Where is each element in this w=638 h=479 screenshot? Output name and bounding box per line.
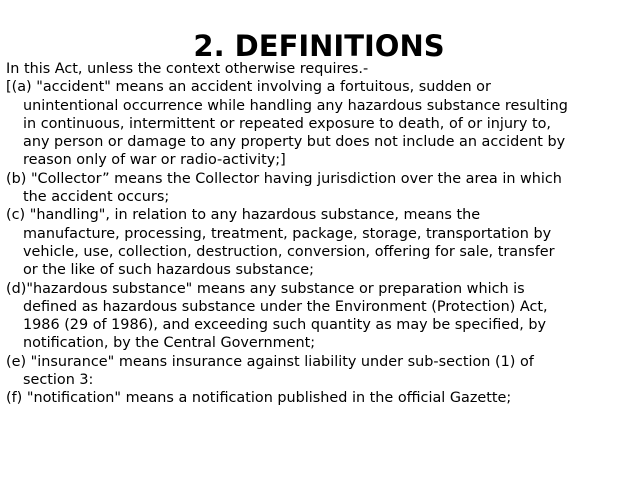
definition-line: or the like of such hazardous substance; <box>23 262 314 279</box>
definition-line: defined as hazardous substance under the Environment (Protection) Act, <box>23 298 548 315</box>
definition-line: vehicle, use, collection, destruction, conversion, offering for sale, transfer <box>23 243 555 260</box>
definition-notification <box>6 389 636 407</box>
definition-line: (e) "insurance" means insurance against liability under sub-section (1) of <box>6 353 534 370</box>
definition-line: notification, by the Central Government; <box>23 335 316 352</box>
definition-line: in continuous, intermittent or repeated exposure to death, of or injury to, <box>23 115 551 132</box>
intro-text: In this Act, unless the context otherwise requires.- <box>6 61 369 77</box>
definition-line: the accident occurs; <box>23 189 170 206</box>
definition-line: section 3: <box>23 372 94 389</box>
definition-accident <box>6 78 636 169</box>
definition-line: (f) "notification" means a notification published in the official Gazette; <box>6 390 512 407</box>
definition-insurance <box>6 353 636 390</box>
definition-handling <box>6 206 636 279</box>
slide-body <box>6 60 636 408</box>
definition-line: [(a) "accident" means an accident involving a fortuitous, sudden or <box>6 79 491 96</box>
definition-hazardous-substance <box>6 280 636 353</box>
definition-line: unintentional occurrence while handling any hazardous substance resulting <box>23 97 568 114</box>
definition-line: reason only of war or radio-activity;] <box>23 152 286 169</box>
definition-line: any person or damage to any property but does not include an accident by <box>23 134 566 151</box>
definition-line: manufacture, processing, treatment, package, storage, transportation by <box>23 225 552 242</box>
definition-line: (d)"hazardous substance" means any substance or preparation which is <box>6 280 525 297</box>
definition-line: (b) "Collector” means the Collector having jurisdiction over the area in which <box>6 170 562 187</box>
slide-title: 2. DEFINITIONS <box>193 29 445 63</box>
definition-collector <box>6 170 636 207</box>
definition-line: (c) "handling", in relation to any hazardous substance, means the <box>6 207 481 224</box>
definition-line: 1986 (29 of 1986), and exceeding such quantity as may be specified, by <box>23 317 547 334</box>
